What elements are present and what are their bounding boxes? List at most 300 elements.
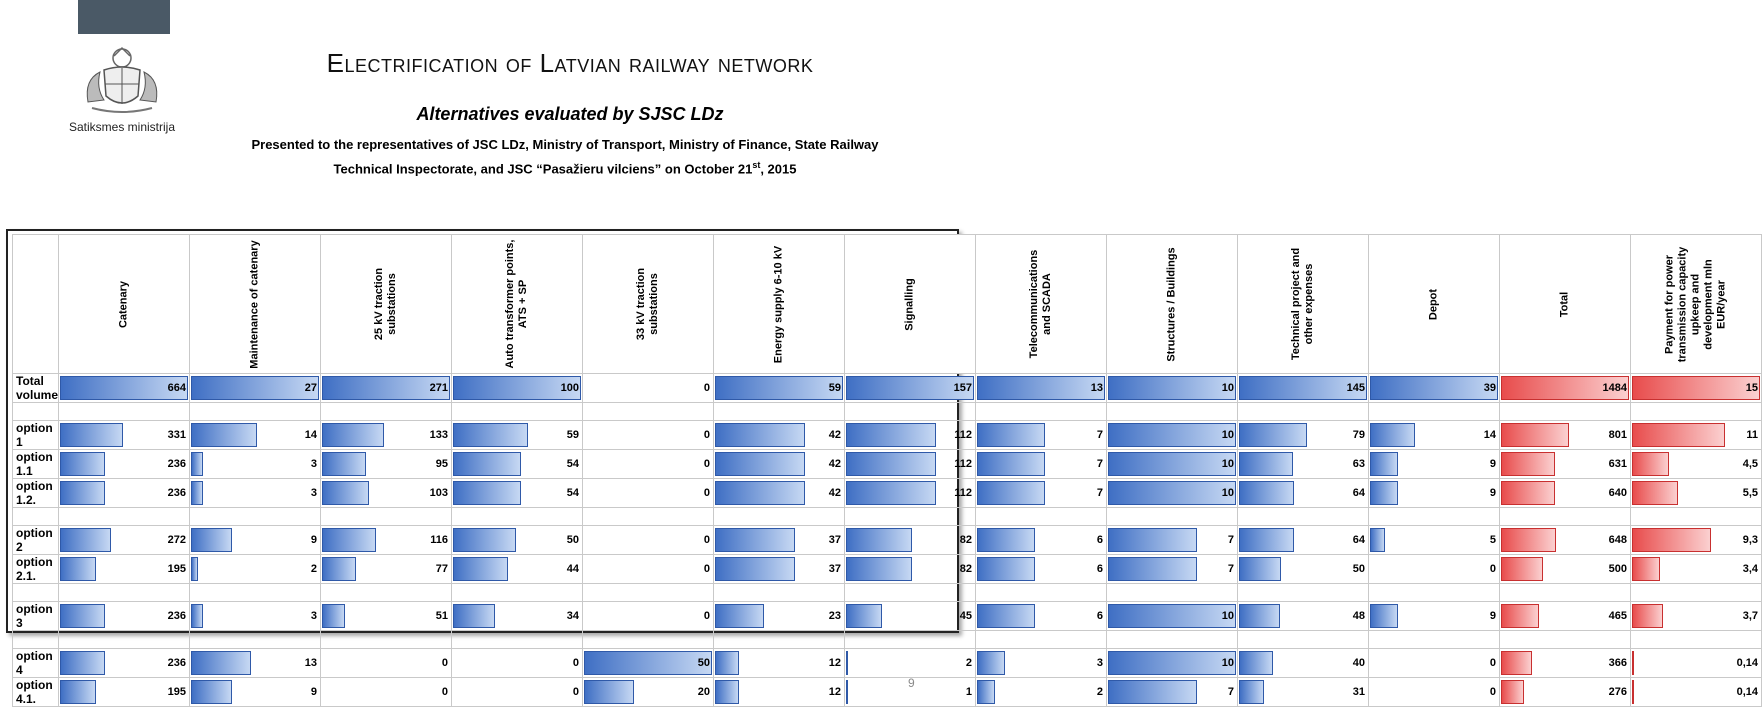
cell-value: 0 xyxy=(703,429,711,441)
value-cell xyxy=(714,649,845,678)
cell-value: 9 xyxy=(1489,458,1497,470)
value-cell xyxy=(583,421,714,450)
value-cell xyxy=(190,555,321,584)
value-cell xyxy=(845,479,976,508)
column-header xyxy=(714,235,845,374)
data-bar xyxy=(1370,376,1498,400)
data-bar xyxy=(715,423,805,447)
cell-value: 7 xyxy=(1227,563,1235,575)
spacer-cell xyxy=(1500,631,1631,649)
cell-value: 2 xyxy=(310,563,318,575)
spacer-cell xyxy=(452,403,583,421)
page-number: 9 xyxy=(908,676,915,690)
cell-value: 0 xyxy=(441,657,449,669)
cell-value: 112 xyxy=(954,487,973,499)
spacer-cell xyxy=(59,631,190,649)
data-bar xyxy=(453,452,521,476)
data-bar xyxy=(1108,423,1236,447)
column-header xyxy=(845,235,976,374)
column-header-label: Technical project and other expenses xyxy=(1290,247,1316,361)
cell-value: 0,14 xyxy=(1736,686,1759,698)
data-bar xyxy=(1239,651,1273,675)
data-bar xyxy=(1108,452,1236,476)
row-label: option 3 xyxy=(13,602,59,631)
column-header-label: Depot xyxy=(1427,288,1440,320)
data-bar xyxy=(1632,528,1711,552)
spacer-cell xyxy=(976,631,1107,649)
spacer-cell xyxy=(1238,584,1369,602)
cell-value: 9,3 xyxy=(1742,534,1759,546)
cell-value: 236 xyxy=(167,487,187,499)
data-bar xyxy=(60,604,105,628)
data-bar xyxy=(453,557,508,581)
data-bar xyxy=(715,557,795,581)
cell-value: 12 xyxy=(828,657,842,669)
column-header-label: Auto transformer points, ATS + SP xyxy=(504,239,530,369)
data-bar xyxy=(60,423,123,447)
data-bar xyxy=(322,604,345,628)
value-cell xyxy=(845,555,976,584)
alternatives-table xyxy=(12,234,1762,707)
data-bar xyxy=(1108,604,1236,628)
spacer-cell xyxy=(976,584,1107,602)
cell-value: 77 xyxy=(435,563,449,575)
data-bar xyxy=(1501,528,1556,552)
value-cell xyxy=(59,526,190,555)
value-cell xyxy=(452,450,583,479)
value-cell xyxy=(1500,649,1631,678)
data-bar xyxy=(191,528,232,552)
column-header xyxy=(452,235,583,374)
spacer-cell xyxy=(1500,584,1631,602)
spacer-cell xyxy=(321,631,452,649)
cell-value: 42 xyxy=(828,458,842,470)
value-cell xyxy=(1500,678,1631,707)
cell-value: 10 xyxy=(1221,458,1235,470)
value-cell xyxy=(1107,450,1238,479)
data-bar xyxy=(1632,481,1678,505)
cell-value: 3,7 xyxy=(1742,610,1759,622)
cell-value: 1484 xyxy=(1602,382,1628,394)
cell-value: 195 xyxy=(167,563,187,575)
value-cell xyxy=(583,374,714,403)
data-bar xyxy=(1370,528,1385,552)
value-cell xyxy=(583,450,714,479)
data-bar xyxy=(322,481,369,505)
data-bar xyxy=(191,376,319,400)
cell-value: 82 xyxy=(959,534,973,546)
cell-value: 6 xyxy=(1096,563,1104,575)
cell-value: 664 xyxy=(167,382,187,394)
cell-value: 2 xyxy=(965,657,973,669)
column-header-label: Payment for power transmission capacity upkeep and development mln EUR/year xyxy=(1663,246,1728,362)
cell-value: 0 xyxy=(1489,563,1497,575)
spacer-cell xyxy=(1369,584,1500,602)
value-cell xyxy=(1500,479,1631,508)
value-cell xyxy=(1369,555,1500,584)
value-cell xyxy=(1369,479,1500,508)
value-cell xyxy=(1238,450,1369,479)
cell-value: 0 xyxy=(703,610,711,622)
spacer-cell xyxy=(1369,403,1500,421)
page-title: Electrification of Latvian railway network xyxy=(326,48,814,78)
data-bar xyxy=(977,680,995,704)
cell-value: 3,4 xyxy=(1742,563,1759,575)
cell-value: 648 xyxy=(1608,534,1628,546)
cell-value: 465 xyxy=(1608,610,1628,622)
value-cell xyxy=(714,678,845,707)
column-header-label: 33 kV traction substations xyxy=(635,267,661,341)
data-bar xyxy=(1632,557,1660,581)
cell-value: 9 xyxy=(310,686,318,698)
value-cell xyxy=(1631,526,1762,555)
cell-value: 112 xyxy=(954,458,973,470)
cell-value: 15 xyxy=(1745,382,1759,394)
data-bar xyxy=(977,651,1005,675)
data-bar xyxy=(1501,651,1532,675)
value-cell xyxy=(714,555,845,584)
value-cell xyxy=(1631,450,1762,479)
cell-value: 0 xyxy=(703,458,711,470)
column-header xyxy=(583,235,714,374)
data-bar xyxy=(715,528,795,552)
data-bar xyxy=(1501,557,1543,581)
cell-value: 9 xyxy=(1489,610,1497,622)
data-bar xyxy=(1239,423,1307,447)
spacer-cell xyxy=(714,584,845,602)
data-bar xyxy=(1501,452,1555,476)
value-cell xyxy=(976,602,1107,631)
cell-value: 79 xyxy=(1352,429,1366,441)
spacer-cell xyxy=(321,508,452,526)
spacer-cell xyxy=(59,403,190,421)
value-cell xyxy=(1500,602,1631,631)
value-cell xyxy=(190,526,321,555)
data-bar xyxy=(60,481,105,505)
cell-value: 7 xyxy=(1096,458,1104,470)
row-label: option 1 xyxy=(13,421,59,450)
data-bar xyxy=(1632,452,1669,476)
value-cell xyxy=(1107,421,1238,450)
value-cell xyxy=(1238,526,1369,555)
spacer-cell xyxy=(714,631,845,649)
cell-value: 0 xyxy=(1489,657,1497,669)
data-bar xyxy=(846,680,848,704)
spacer-cell xyxy=(583,403,714,421)
value-cell xyxy=(976,555,1107,584)
spacer-cell xyxy=(845,584,976,602)
cell-value: 133 xyxy=(429,429,449,441)
data-bar xyxy=(977,481,1045,505)
cell-value: 11 xyxy=(1746,429,1759,441)
spacer-cell xyxy=(976,508,1107,526)
spacer-cell xyxy=(714,508,845,526)
spacer-cell xyxy=(190,508,321,526)
data-bar xyxy=(322,423,384,447)
spacer-cell xyxy=(1369,631,1500,649)
header-blank xyxy=(13,235,59,374)
row-label: Total volume xyxy=(13,374,59,403)
value-cell xyxy=(1631,602,1762,631)
data-bar xyxy=(191,423,257,447)
cell-value: 39 xyxy=(1483,382,1497,394)
cell-value: 4,5 xyxy=(1742,458,1759,470)
value-cell xyxy=(714,374,845,403)
spacer-cell xyxy=(13,631,59,649)
value-cell xyxy=(59,678,190,707)
data-bar xyxy=(846,651,848,675)
data-bar xyxy=(715,680,739,704)
cell-value: 63 xyxy=(1352,458,1366,470)
cell-value: 7 xyxy=(1096,487,1104,499)
cell-value: 27 xyxy=(304,382,318,394)
cell-value: 40 xyxy=(1352,657,1366,669)
spacer-cell xyxy=(1238,508,1369,526)
cell-value: 276 xyxy=(1608,686,1628,698)
spacer-cell xyxy=(190,584,321,602)
column-header-label: Maintenance of catenary xyxy=(248,239,261,369)
data-bar xyxy=(1239,528,1294,552)
data-bar xyxy=(1632,376,1760,400)
spacer-cell xyxy=(452,508,583,526)
cell-value: 116 xyxy=(430,534,449,546)
value-cell xyxy=(1238,374,1369,403)
data-bar xyxy=(191,452,203,476)
value-cell xyxy=(452,421,583,450)
value-cell xyxy=(1369,450,1500,479)
value-cell xyxy=(452,555,583,584)
presented-sup: st xyxy=(752,160,761,170)
spacer-cell xyxy=(1107,508,1238,526)
column-header xyxy=(1369,235,1500,374)
column-header-label: Signalling xyxy=(903,277,916,331)
data-bar xyxy=(191,481,203,505)
cell-value: 54 xyxy=(566,487,580,499)
cell-value: 236 xyxy=(167,610,187,622)
value-cell xyxy=(583,526,714,555)
data-bar xyxy=(60,452,105,476)
value-cell xyxy=(583,479,714,508)
cell-value: 44 xyxy=(566,563,580,575)
spacer-cell xyxy=(1500,403,1631,421)
cell-value: 366 xyxy=(1608,657,1628,669)
column-header-label: Telecommunications and SCADA xyxy=(1028,249,1054,359)
cell-value: 640 xyxy=(1608,487,1628,499)
data-bar xyxy=(977,376,1105,400)
table-row xyxy=(13,479,1762,508)
value-cell xyxy=(714,450,845,479)
cell-value: 50 xyxy=(697,657,711,669)
cell-value: 42 xyxy=(828,487,842,499)
cell-value: 7 xyxy=(1227,686,1235,698)
spacer-row xyxy=(13,508,1762,526)
cell-value: 31 xyxy=(1352,686,1366,698)
cell-value: 0,14 xyxy=(1736,657,1759,669)
value-cell xyxy=(845,602,976,631)
value-cell xyxy=(1107,526,1238,555)
presented-line1: Presented to the representatives of JSC LDz, Ministry of Transport, Ministry of Finance, State Railway xyxy=(251,137,879,152)
value-cell xyxy=(1631,649,1762,678)
value-cell xyxy=(583,555,714,584)
spacer-cell xyxy=(13,584,59,602)
value-cell xyxy=(714,479,845,508)
row-label: option 1.2. xyxy=(13,479,59,508)
value-cell xyxy=(190,602,321,631)
data-bar xyxy=(191,651,251,675)
cell-value: 59 xyxy=(566,429,580,441)
value-cell xyxy=(1631,555,1762,584)
value-cell xyxy=(976,678,1107,707)
value-cell xyxy=(1369,678,1500,707)
data-bar xyxy=(846,452,936,476)
cell-value: 23 xyxy=(828,610,842,622)
value-cell xyxy=(1500,421,1631,450)
data-bar xyxy=(1239,604,1280,628)
cell-value: 64 xyxy=(1352,487,1366,499)
cell-value: 34 xyxy=(566,610,580,622)
value-cell xyxy=(452,649,583,678)
data-bar xyxy=(1239,680,1264,704)
data-bar xyxy=(977,528,1035,552)
value-cell xyxy=(1107,555,1238,584)
cell-value: 37 xyxy=(828,563,842,575)
data-bar xyxy=(977,604,1035,628)
column-header-label: Energy supply 6-10 kV xyxy=(772,245,785,363)
value-cell xyxy=(1631,479,1762,508)
table-row xyxy=(13,374,1762,403)
cell-value: 50 xyxy=(1352,563,1366,575)
data-bar xyxy=(1239,481,1294,505)
value-cell xyxy=(452,602,583,631)
cell-value: 1 xyxy=(965,686,973,698)
value-cell xyxy=(452,526,583,555)
cell-value: 50 xyxy=(566,534,580,546)
spacer-cell xyxy=(1631,508,1762,526)
spacer-cell xyxy=(583,508,714,526)
cell-value: 95 xyxy=(435,458,449,470)
value-cell xyxy=(714,421,845,450)
data-bar xyxy=(715,452,805,476)
cell-value: 9 xyxy=(1489,487,1497,499)
value-cell xyxy=(1369,649,1500,678)
data-bar xyxy=(60,528,111,552)
cell-value: 7 xyxy=(1096,429,1104,441)
cell-value: 9 xyxy=(310,534,318,546)
cell-value: 59 xyxy=(828,382,842,394)
cell-value: 14 xyxy=(304,429,318,441)
data-bar xyxy=(715,481,805,505)
value-cell xyxy=(845,450,976,479)
spacer-cell xyxy=(845,403,976,421)
value-cell xyxy=(976,450,1107,479)
data-bar xyxy=(1108,557,1197,581)
table-row xyxy=(13,678,1762,707)
value-cell xyxy=(59,479,190,508)
cell-value: 10 xyxy=(1221,382,1235,394)
data-bar xyxy=(1108,528,1197,552)
value-cell xyxy=(1369,421,1500,450)
value-cell xyxy=(976,479,1107,508)
cell-value: 0 xyxy=(703,534,711,546)
value-cell xyxy=(1107,479,1238,508)
value-cell xyxy=(1631,421,1762,450)
value-cell xyxy=(1500,374,1631,403)
cell-value: 3 xyxy=(310,487,318,499)
cell-value: 48 xyxy=(1352,610,1366,622)
value-cell xyxy=(1631,374,1762,403)
cell-value: 3 xyxy=(1096,657,1104,669)
row-label: option 4.1. xyxy=(13,678,59,707)
spacer-cell xyxy=(976,403,1107,421)
data-bar xyxy=(453,423,528,447)
cell-value: 13 xyxy=(1090,382,1104,394)
value-cell xyxy=(321,374,452,403)
spacer-cell xyxy=(1107,631,1238,649)
value-cell xyxy=(583,678,714,707)
cell-value: 271 xyxy=(429,382,449,394)
data-bar xyxy=(1501,481,1555,505)
data-bar xyxy=(1501,680,1524,704)
spacer-cell xyxy=(583,631,714,649)
column-header xyxy=(1238,235,1369,374)
value-cell xyxy=(845,421,976,450)
cell-value: 7 xyxy=(1227,534,1235,546)
value-cell xyxy=(1238,555,1369,584)
value-cell xyxy=(452,374,583,403)
presented-end: , 2015 xyxy=(760,161,797,177)
data-bar xyxy=(977,452,1045,476)
value-cell xyxy=(714,526,845,555)
data-bar xyxy=(715,376,843,400)
data-bar xyxy=(453,528,516,552)
value-cell xyxy=(1107,602,1238,631)
cell-value: 42 xyxy=(828,429,842,441)
spacer-cell xyxy=(714,403,845,421)
data-bar xyxy=(1108,680,1197,704)
cell-value: 272 xyxy=(167,534,187,546)
ministry-logo xyxy=(62,44,182,148)
cell-value: 13 xyxy=(304,657,318,669)
data-bar xyxy=(846,604,882,628)
data-bar xyxy=(1108,651,1236,675)
value-cell xyxy=(1107,374,1238,403)
value-cell xyxy=(1238,479,1369,508)
cell-value: 103 xyxy=(429,487,449,499)
row-label: option 2 xyxy=(13,526,59,555)
alternatives-table-frame xyxy=(6,229,1759,706)
row-label: option 1.1 xyxy=(13,450,59,479)
value-cell xyxy=(583,649,714,678)
cell-value: 2 xyxy=(1096,686,1104,698)
data-bar xyxy=(584,680,634,704)
data-bar xyxy=(1370,604,1398,628)
value-cell xyxy=(190,649,321,678)
spacer-cell xyxy=(13,508,59,526)
value-cell xyxy=(583,602,714,631)
column-header xyxy=(976,235,1107,374)
data-bar xyxy=(60,651,105,675)
cell-value: 631 xyxy=(1608,458,1628,470)
presented-line2: Technical Inspectorate, and JSC “Pasažieru vilciens” on October 21 xyxy=(333,161,753,177)
value-cell xyxy=(190,450,321,479)
data-bar xyxy=(1108,376,1236,400)
table-row xyxy=(13,602,1762,631)
data-bar xyxy=(453,604,495,628)
page-subtitle: Alternatives evaluated by SJSC LDz xyxy=(416,104,724,124)
cell-value: 0 xyxy=(703,563,711,575)
spacer-row xyxy=(13,403,1762,421)
coat-of-arms-icon xyxy=(74,44,170,116)
